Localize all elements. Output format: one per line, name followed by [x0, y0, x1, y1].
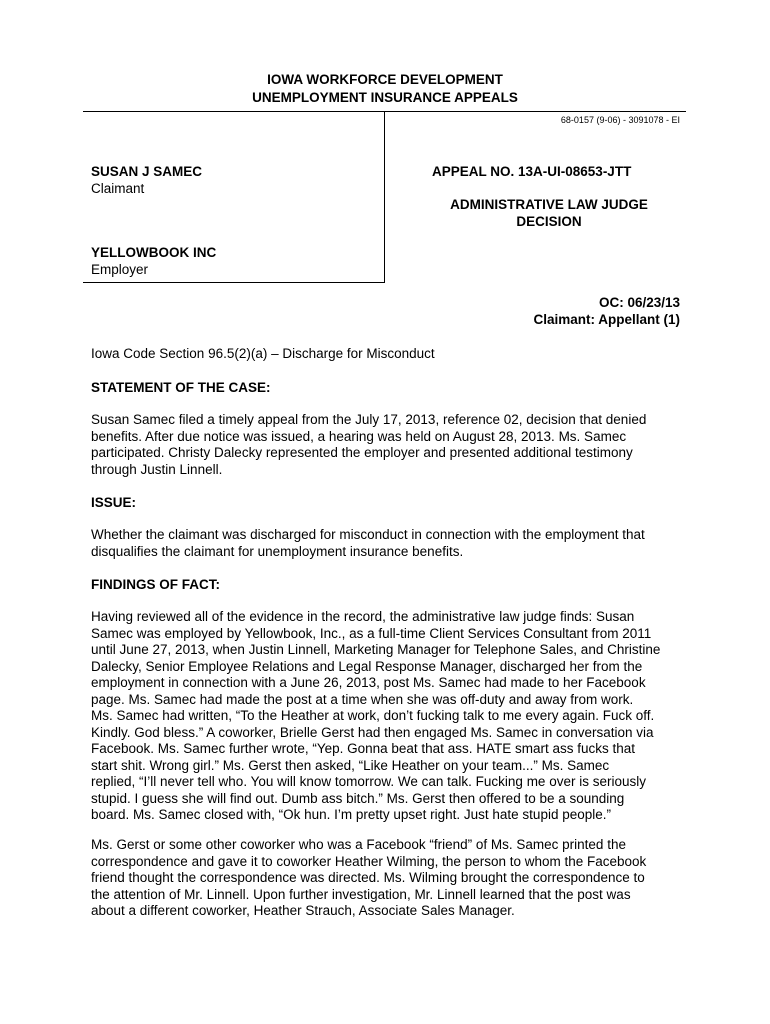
- oc-date: OC: 06/23/13: [598, 295, 680, 310]
- statement-line: Susan Samec filed a timely appeal from the July 17, 2013, reference 02, decision that denied: [91, 412, 647, 427]
- appeal-number: APPEAL NO. 13A-UI-08653-JTT: [432, 164, 632, 179]
- findings-line: until June 27, 2013, when Justin Linnell, Marketing Manager for Telephone Sales, and Christine: [91, 642, 661, 657]
- oc-block: [533, 294, 680, 328]
- statement-heading: STATEMENT OF THE CASE:: [91, 380, 271, 395]
- findings-line: replied, “I’ll never tell who. You will know tomorrow. We can talk. Fucking me over is seriously: [91, 774, 646, 789]
- findings-line: the attention of Mr. Linnell. Upon further investigation, Mr. Linnell learned that the post was: [91, 886, 631, 902]
- findings-line: Kindly. God bless.” A coworker, Brielle Gerst had then engaged Ms. Samec in conversation via: [91, 724, 654, 740]
- claimant-name: SUSAN J SAMEC: [91, 164, 203, 179]
- caption-vertical-divider: [384, 112, 385, 282]
- findings-heading: FINDINGS OF FACT:: [91, 577, 220, 592]
- issue-line: Whether the claimant was discharged for misconduct in connection with the employment that: [91, 527, 645, 542]
- employer-role: Employer: [91, 262, 149, 277]
- claimant-role: Claimant: [91, 181, 145, 196]
- findings-line: Facebook. Ms. Samec further wrote, “Yep. Gonna beat that ass. HATE smart ass fucks that: [91, 741, 635, 756]
- statement-line: through Justin Linnell.: [91, 461, 223, 477]
- issue-paragraph: [91, 527, 680, 560]
- findings-line: Ms. Gerst or some other coworker who was a Facebook “friend” of Ms. Samec printed the: [91, 837, 626, 852]
- findings-paragraph-2: [91, 837, 680, 920]
- form-code: 68-0157 (9-06) - 3091078 - EI: [560, 115, 680, 125]
- issue-line: disqualifies the claimant for unemployment insurance benefits.: [91, 543, 464, 559]
- statement-line: benefits. After due notice was issued, a hearing was held on August 28, 2013. Ms. Samec: [91, 428, 627, 444]
- findings-line: stupid. I guess she will find out. Dumb ass bitch.” Ms. Gerst then offered to be a sounding: [91, 790, 625, 806]
- statement-line: participated. Christy Dalecky represented the employer and presented additional testimony: [91, 445, 633, 460]
- employer-name: YELLOWBOOK INC: [91, 245, 217, 260]
- findings-line: board. Ms. Samec closed with, “Ok hun. I’m pretty upset right. Just hate stupid people.”: [91, 807, 611, 822]
- findings-line: correspondence and gave it to coworker Heather Wilming, the person to whom the Facebook: [91, 853, 647, 869]
- caption-bottom-divider: [83, 282, 385, 283]
- findings-line: employment in connection with a June 26, 2013, post Ms. Samec had made to her Facebook: [91, 675, 646, 690]
- statement-paragraph: [91, 412, 680, 478]
- findings-line: page. Ms. Samec had made the post at a time when she was off-duty and away from work.: [91, 691, 634, 707]
- findings-line: about a different coworker, Heather Strauch, Associate Sales Manager.: [91, 903, 515, 918]
- findings-line: start shit. Wrong girl.” Ms. Gerst then asked, “Like Heather on your team...” Ms. Samec: [91, 757, 610, 773]
- agency-division: UNEMPLOYMENT INSURANCE APPEALS: [252, 90, 518, 105]
- code-section: Iowa Code Section 96.5(2)(a) – Discharge for Misconduct: [91, 346, 435, 361]
- employer-block: [91, 244, 216, 278]
- findings-line: Ms. Samec had written, “To the Heather at work, don’t fucking talk to me every again. Fuck off.: [91, 708, 655, 723]
- claimant-block: [91, 163, 202, 197]
- agency-name: IOWA WORKFORCE DEVELOPMENT: [267, 72, 503, 87]
- findings-line: Samec was employed by Yellowbook, Inc., as a full-time Client Services Consultant from 2011: [91, 625, 652, 641]
- decision-title: [418, 196, 680, 230]
- findings-line: Dalecky, Senior Employee Relations and Legal Response Manager, discharged her from the: [91, 658, 643, 674]
- findings-paragraph-1: [91, 609, 680, 824]
- decision-title-line2: DECISION: [516, 214, 582, 229]
- appellant-label: Claimant: Appellant (1): [533, 312, 680, 327]
- findings-line: friend thought the correspondence was directed. Ms. Wilming brought the correspondence to: [91, 870, 645, 885]
- findings-line: Having reviewed all of the evidence in the record, the administrative law judge finds: Susan: [91, 609, 635, 624]
- decision-title-line1: ADMINISTRATIVE LAW JUDGE: [450, 197, 648, 212]
- issue-heading: ISSUE:: [91, 495, 137, 510]
- agency-header: [0, 71, 770, 107]
